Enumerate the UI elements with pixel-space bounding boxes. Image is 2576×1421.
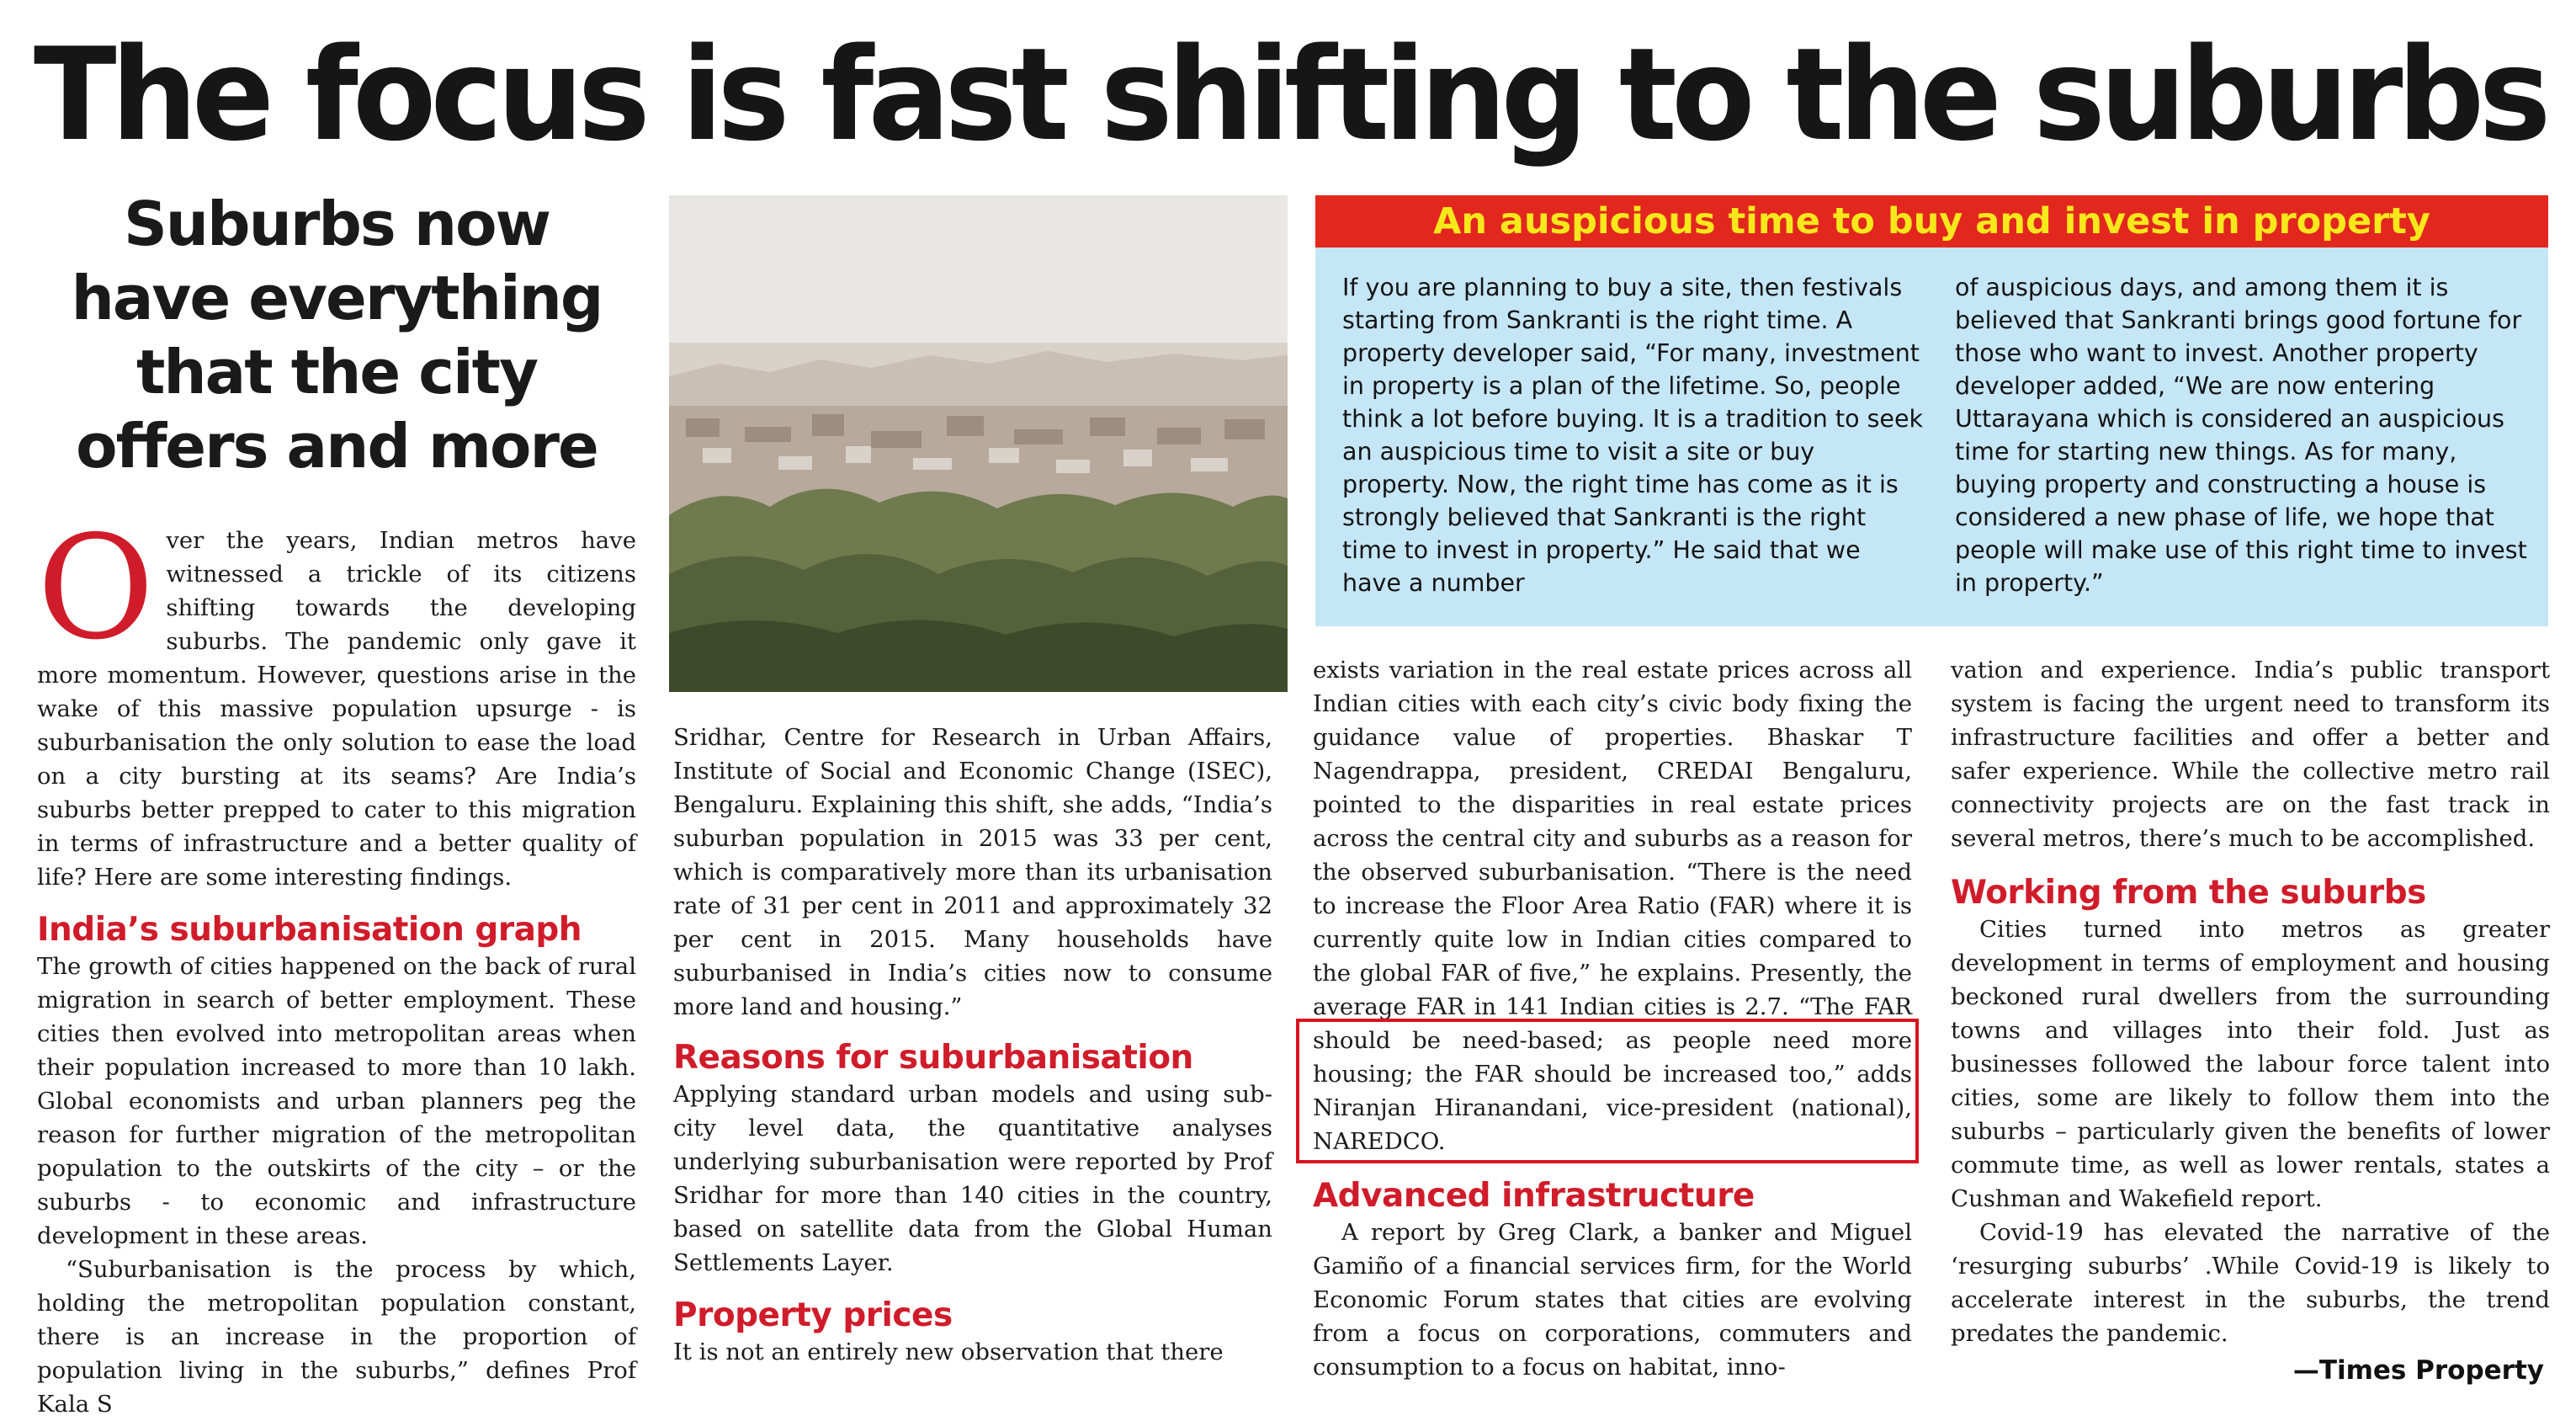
intro-text: ver the years, Indian metros have witnessed a trickle of its citizens shifting towards the developing suburbs. The pandemic only gave it more momentum. However, questions arise in the wake of this massive population upsurge - is suburbanisation the only solution to ease the load on a city bursting at its seams? Are India’s suburbs better prepped to cater to this migration in terms of infrastructure and a better quality of life? Here are some interesting findings. (37, 527, 636, 891)
standfirst-line: that the city (135, 337, 538, 407)
column-4 (1951, 653, 2550, 1350)
paragraph: A report by Greg Clark, a banker and Miguel Gamiño of a financial services firm, for the World Economic Forum states that cities are evolving from a focus on corporations, commuters and consumption to a focus on habitat, inno- (1313, 1219, 1912, 1381)
intro-paragraph (37, 505, 636, 894)
column-2 (673, 721, 1272, 1369)
paragraph: Applying standard urban models and using sub-city level data, the quantitative analyses underlying suburbanisation were reported by Prof Sridhar for more than 140 cities in the country, based on satellite data from the Global Human Settlements Layer. (673, 1081, 1272, 1276)
city-skyline-photo (669, 195, 1288, 692)
city-photo-illustration (669, 195, 1288, 692)
paragraph: exists variation in the real estate prices across all Indian cities with each city’s civic body fixing the guidance value of properties. Bhaskar T Nagendrappa, president, CREDAI Bengaluru, pointed to the disparities in real estate prices across the central city and suburbs as a reason for the observed suburbanisation. “There is the need to increase the Floor Area Ratio (FAR) where it is currently quite low in Indian cities compared to the global FAR of five,” he explains. Presently, the average FAR in 141 Indian cities is 2.7. “The FAR should be need-based; as people need more housing; the FAR should be increased too,” adds Niranjan Hiranandani, vice-president (national), NAREDCO. (1313, 657, 1912, 1155)
paragraph: Cities turned into metros as greater development in terms of employment and housing beckoned rural dwellers from the surrounding towns and villages into their fold. Just as businesses followed the labour force talent into cities, some are likely to follow them into the suburbs – particularly given the benefits of lower commute time, as well as lower rentals, states a Cushman and Wakefield report. (1951, 916, 2550, 1212)
standfirst-line: Suburbs now (123, 189, 550, 259)
subhead-suburbanisation-graph: India’s suburbanisation graph (37, 911, 582, 949)
headline: The focus is fast shifting to the suburbs (34, 20, 2546, 169)
subhead-reasons-for-suburbanisation: Reasons for suburbanisation (673, 1039, 1193, 1077)
paragraph: Covid-19 has elevated the narrative of the ‘resurging suburbs’ .While Covid-19 is likely to accelerate interest in the suburbs, the trend predates the pandemic. (1951, 1219, 2550, 1347)
paragraph: “Suburbanisation is the process by which, holding the metropolitan population constant, there is an increase in the proportion of population living in the suburbs,” defines Prof Kala S (37, 1256, 636, 1418)
subhead-advanced-infrastructure: Advanced infrastructure (1313, 1177, 1755, 1215)
credit-line: —Times Property (2292, 1355, 2544, 1386)
highlight-box (1296, 1019, 1919, 1163)
column-1 (37, 505, 636, 1421)
subhead-working-from-suburbs: Working from the suburbs (1951, 874, 2426, 912)
drop-cap: O (37, 505, 155, 672)
paragraph: It is not an entirely new observation that there (673, 1339, 1224, 1365)
subhead-property-prices: Property prices (673, 1296, 953, 1334)
paragraph: Sridhar, Centre for Research in Urban Affairs, Institute of Social and Economic Change (ISEC), Bengaluru. Explaining this shift, she adds, “India’s suburban population in 2015 was 33 per cent, which is comparatively more than its urbanisation rate of 31 per cent in 2011 and approximately 32 per cent in 2015. Many households have suburbanised in India’s cities now to consume more land and housing.” (673, 724, 1272, 1020)
box-right-text: of auspicious days, and among them it is believed that Sankranti brings good fortune for those who want to invest. Another property developer added, “We are now entering Uttarayana which is considered an auspicious time for starting new things. As for many, buying property and constructing a house is considered a new phase of life, we hope that people will make use of this right time to invest in property.” (1955, 274, 2527, 597)
paragraph: The growth of cities happened on the back of rural migration in search of better employment. These cities then evolved into metropolitan areas when their population increased to more than 10 lakh. Global economists and urban planners peg the reason for further migration of the metropolitan population to the outskirts of the city – or the suburbs - to economic and infrastructure development in these areas. (37, 953, 636, 1249)
auspicious-time-box (1315, 247, 2548, 626)
paragraph: vation and experience. India’s public transport system is facing the urgent need to transform its infrastructure facilities and offer a better and safer experience. While the collective metro rail connectivity projects are on the fast track in several metros, there’s much to be accomplished. (1951, 657, 2550, 852)
standfirst-line: offers and more (76, 411, 598, 482)
standfirst (34, 187, 640, 490)
standfirst-line: have everything (71, 263, 603, 333)
box-left-text: If you are planning to buy a site, then festivals starting from Sankranti is the right time. A property developer said, “For many, investment in property is a plan of the lifetime. So, people think a lot before buying. It is a tradition to seek an auspicious time to visit a site or buy property. Now, the right time has come as it is strongly believed that Sankranti is the right time to invest in property.” He said that we have a number (1342, 274, 1923, 597)
box-title: An auspicious time to buy and invest in property (1315, 195, 2548, 247)
